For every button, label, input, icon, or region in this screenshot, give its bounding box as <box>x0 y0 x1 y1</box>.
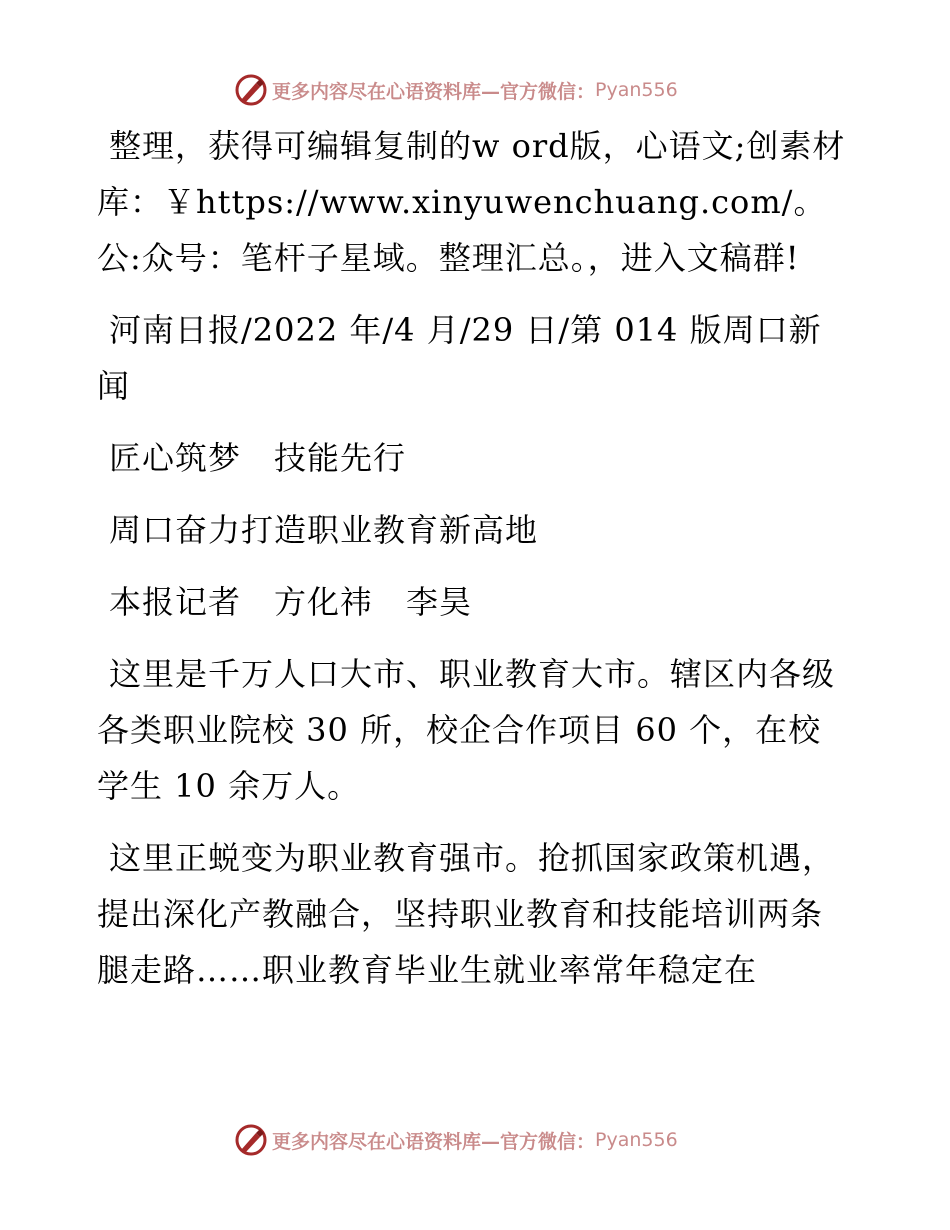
subheadline: 周口奋力打造职业教育新高地 <box>109 511 539 549</box>
body-paragraph-1: 这里是千万人口大市、职业教育大市。辖区内各级各类职业院校 30 所，校企合作项目 60 个，在校学生 10 余万人。 <box>97 655 836 805</box>
intro-paragraph: 整理，获得可编辑复制的w ord版，心语文;创素材库：￥https://www.xinyuwenchuang.com/。公:众号：笔杆子星域。整理汇总。，进入文稿群! <box>97 127 846 277</box>
pen-logo-icon <box>234 1123 268 1157</box>
watermark-text: 更多内容尽在心语资料库—官方微信： <box>272 1130 596 1153</box>
watermark-text: 更多内容尽在心语资料库—官方微信： <box>272 80 596 103</box>
byline: 本报记者 方化祎 李昊 <box>109 583 473 621</box>
watermark-handle: Pyan556 <box>595 79 678 101</box>
pen-logo-icon <box>234 73 268 107</box>
document-body <box>97 118 849 998</box>
body-paragraph-2: 这里正蜕变为职业教育强市。抢抓国家政策机遇，提出深化产教融合，坚持职业教育和技能培训两条腿走路……职业教育毕业生就业率常年稳定在 <box>97 839 836 989</box>
header-watermark <box>234 73 678 107</box>
footer-watermark <box>234 1123 678 1157</box>
headline: 匠心筑梦 技能先行 <box>109 439 407 477</box>
source-line: 河南日报/2022 年/4 月/29 日/第 014 版周口新闻 <box>97 311 822 405</box>
watermark-handle: Pyan556 <box>595 1129 678 1151</box>
